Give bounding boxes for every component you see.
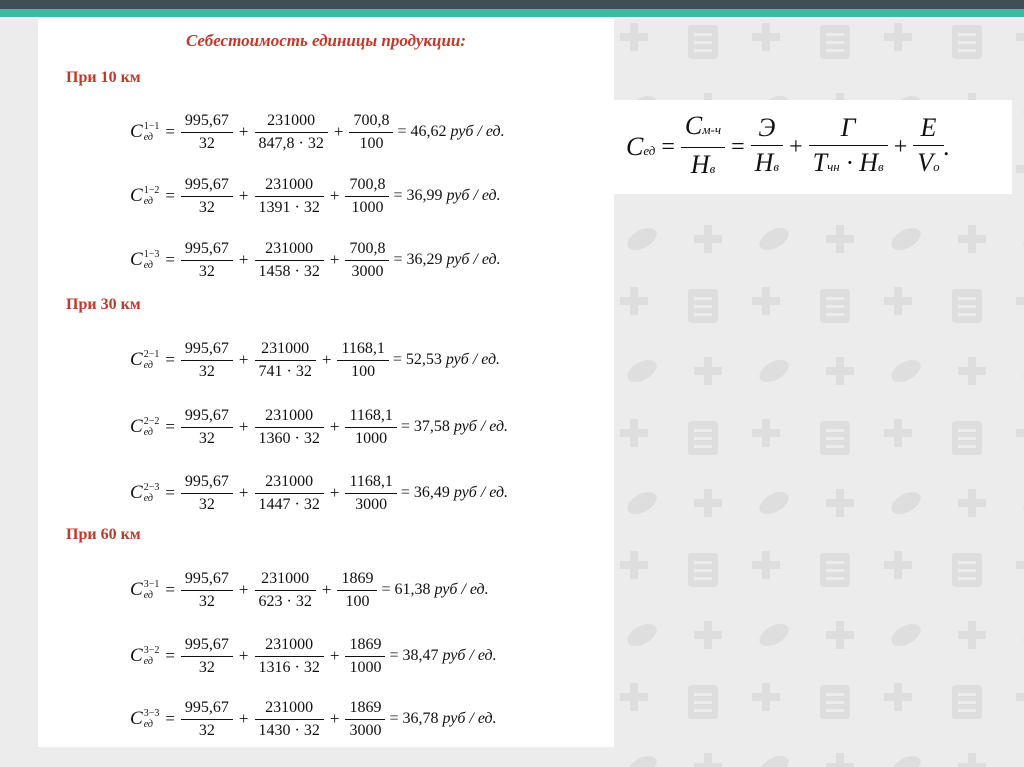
formula-lhs: Cед bbox=[626, 132, 656, 161]
equals-sign: = bbox=[165, 186, 175, 205]
result-value: = 46,62 bbox=[397, 123, 447, 140]
section-heading-30km: При 30 км bbox=[66, 296, 141, 313]
plus-sign: + bbox=[238, 709, 249, 728]
section-heading-60km: При 60 км bbox=[66, 526, 141, 543]
result-value: = 36,29 bbox=[393, 251, 443, 268]
fraction-1: $\frac{995,67}{32}$ bbox=[181, 636, 233, 677]
equals-sign: = bbox=[165, 709, 175, 728]
equals-sign: = bbox=[165, 646, 175, 665]
fraction-1: $\frac{995,67}{32}$ bbox=[181, 176, 233, 217]
fraction-3: $\frac{1168,1}{1000}$ bbox=[345, 407, 396, 448]
equation-row bbox=[130, 468, 508, 518]
unit-label: руб / ед. bbox=[453, 418, 509, 435]
equals-sign: = bbox=[165, 250, 175, 269]
result-value: = 36,78 bbox=[389, 710, 439, 727]
result-value: = 38,47 bbox=[389, 647, 439, 664]
fraction-1: $\frac{995,67}{32}$ bbox=[181, 340, 233, 381]
equation-row bbox=[130, 335, 500, 385]
fraction-3: $\frac{700,8}{3000}$ bbox=[345, 240, 389, 281]
equals-sign: = bbox=[731, 133, 745, 160]
result-value: = 36,99 bbox=[393, 187, 443, 204]
unit-label: руб / ед. bbox=[445, 351, 501, 368]
fraction-3: $\frac{1869}{1000}$ bbox=[345, 636, 385, 677]
cost-symbol: C 2−2 ед bbox=[130, 416, 160, 438]
fraction-2: $\frac{231000}{847,8 \cdot 32}$ bbox=[255, 112, 328, 153]
fraction-3: $\frac{1168,1}{100}$ bbox=[337, 340, 388, 381]
fraction-2: $\frac{231000}{623 \cdot 32}$ bbox=[255, 570, 316, 611]
unit-label: руб / ед. bbox=[446, 251, 501, 268]
plus-sign: + bbox=[893, 133, 908, 160]
fraction-3: $\frac{1869}{100}$ bbox=[337, 570, 377, 611]
fraction-2: $\frac{231000}{1458 \cdot 32}$ bbox=[255, 240, 324, 281]
equals-sign: = bbox=[165, 122, 175, 141]
result-value: = 61,38 bbox=[381, 581, 431, 598]
plus-sign: + bbox=[238, 186, 249, 205]
equation-row bbox=[130, 235, 501, 285]
unit-label: руб / ед. bbox=[450, 123, 505, 140]
plus-sign: + bbox=[321, 350, 332, 369]
result-value: = 37,58 bbox=[400, 418, 450, 435]
plus-sign: + bbox=[329, 646, 340, 665]
plus-sign: + bbox=[329, 186, 340, 205]
plus-sign: + bbox=[238, 417, 249, 436]
fraction-2: $\frac{231000}{741 \cdot 32}$ bbox=[255, 340, 316, 381]
fraction-other: $\frac{Е}{Vо}$ bbox=[913, 112, 943, 183]
equals-sign: = bbox=[661, 133, 675, 160]
result-value: = 36,49 bbox=[400, 484, 450, 501]
unit-label: руб / ед. bbox=[434, 581, 489, 598]
fraction-1: $\frac{995,67}{32}$ bbox=[181, 699, 233, 740]
fraction-1: $\frac{995,67}{32}$ bbox=[181, 570, 233, 611]
equals-sign: = bbox=[165, 350, 175, 369]
unit-label: руб / ед. bbox=[442, 710, 497, 727]
fraction-2: $\frac{231000}{1360 \cdot 32}$ bbox=[255, 407, 324, 448]
document-panel bbox=[38, 19, 614, 747]
top-bar-dark bbox=[0, 0, 1024, 9]
plus-sign: + bbox=[238, 122, 249, 141]
plus-sign: + bbox=[329, 483, 340, 502]
equals-sign: = bbox=[165, 483, 175, 502]
fraction-2: $\frac{231000}{1430 \cdot 32}$ bbox=[255, 699, 324, 740]
general-formula bbox=[612, 100, 1012, 194]
fraction-machine-hour: $\frac{Cм-ч}{Нв}$ bbox=[681, 110, 725, 185]
equals-sign: = bbox=[165, 580, 175, 599]
equation-row bbox=[130, 631, 497, 681]
plus-sign: + bbox=[238, 250, 249, 269]
fraction-depreciation: $\frac{Г}{\text{Тчн · Нв}}$ bbox=[809, 112, 888, 183]
cost-symbol: C 3−3 ед bbox=[130, 708, 160, 730]
fraction-1: $\frac{995,67}{32}$ bbox=[181, 112, 233, 153]
cost-symbol: C 3−2 ед bbox=[130, 645, 160, 667]
plus-sign: + bbox=[238, 646, 249, 665]
result-value: = 52,53 bbox=[392, 351, 442, 368]
unit-label: руб / ед. bbox=[442, 647, 497, 664]
fraction-2: $\frac{231000}{1391 \cdot 32}$ bbox=[255, 176, 324, 217]
fraction-3: $\frac{700,8}{100}$ bbox=[349, 112, 393, 153]
page-title: Себестоимость единицы продукции: bbox=[185, 31, 467, 50]
fraction-3: $\frac{1168,1}{3000}$ bbox=[345, 473, 396, 514]
formula-end: . bbox=[943, 132, 951, 161]
fraction-1: $\frac{995,67}{32}$ bbox=[181, 407, 233, 448]
fraction-energy: $\frac{Э}{Нв}$ bbox=[751, 112, 783, 183]
equation-row bbox=[130, 565, 489, 615]
cost-symbol: C 3−1 ед bbox=[130, 579, 160, 601]
section-heading-10km: При 10 км bbox=[66, 69, 141, 86]
plus-sign: + bbox=[329, 250, 340, 269]
fraction-3: $\frac{1869}{3000}$ bbox=[345, 699, 385, 740]
fraction-2: $\frac{231000}{1316 \cdot 32}$ bbox=[255, 636, 324, 677]
cost-symbol: C 1−2 ед bbox=[130, 185, 160, 207]
plus-sign: + bbox=[789, 133, 803, 160]
plus-sign: + bbox=[329, 709, 340, 728]
cost-symbol: C 2−3 ед bbox=[130, 482, 160, 504]
cost-symbol: C 2−1 ед bbox=[130, 349, 160, 371]
equation-row bbox=[130, 171, 501, 221]
fraction-3: $\frac{700,8}{1000}$ bbox=[345, 176, 389, 217]
unit-label: руб / ед. bbox=[453, 484, 509, 501]
equals-sign: = bbox=[165, 417, 175, 436]
fraction-1: $\frac{995,67}{32}$ bbox=[181, 240, 233, 281]
equation-row bbox=[130, 402, 508, 452]
equation-row bbox=[130, 107, 505, 157]
plus-sign: + bbox=[238, 350, 249, 369]
plus-sign: + bbox=[238, 580, 249, 599]
equation-row bbox=[130, 694, 497, 744]
fraction-2: $\frac{231000}{1447 \cdot 32}$ bbox=[255, 473, 324, 514]
cost-symbol: C 1−1 ед bbox=[130, 121, 160, 143]
plus-sign: + bbox=[321, 580, 332, 599]
cost-symbol: C 1−3 ед bbox=[130, 249, 160, 271]
plus-sign: + bbox=[329, 417, 340, 436]
plus-sign: + bbox=[333, 122, 344, 141]
unit-label: руб / ед. bbox=[446, 187, 501, 204]
fraction-1: $\frac{995,67}{32}$ bbox=[181, 473, 233, 514]
plus-sign: + bbox=[238, 483, 249, 502]
top-bar-accent bbox=[0, 9, 1024, 17]
